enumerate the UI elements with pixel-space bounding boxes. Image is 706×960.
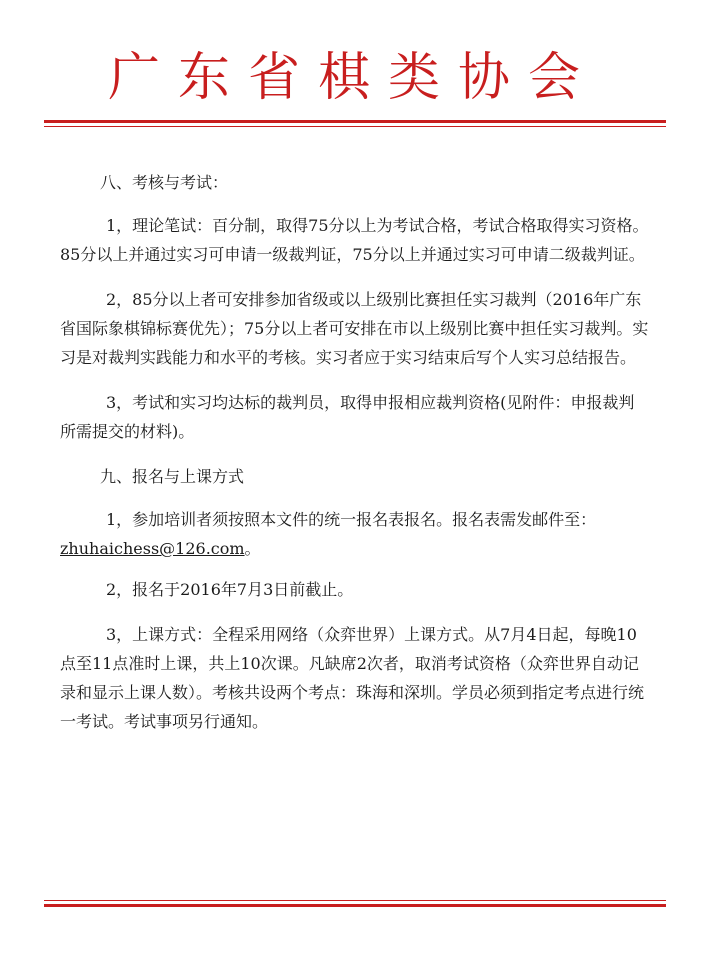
section-8-paragraph-2: 2，85分以上者可安排参加省级或以上级别比赛担任实习裁判（2016年广东省国际象棋锦标赛优先）；75分以上者可安排在市以上级别比赛中担任实习裁判。实习是对裁判实践能力和水平的考核。实习者应于实习结束后写个人实习总结报告。 bbox=[60, 290, 649, 367]
email-suffix: 。 bbox=[244, 539, 261, 558]
footer-rule-thin bbox=[44, 900, 666, 901]
section-9-heading: 九、报名与上课方式 bbox=[100, 467, 245, 486]
section-8-heading: 八、考核与考试： bbox=[100, 173, 229, 192]
document-body bbox=[60, 160, 650, 752]
section-9-paragraph-1 bbox=[60, 505, 650, 563]
letterhead-title: 广东省棋类协会 bbox=[107, 48, 598, 108]
section-9-paragraph-1-text: 1，参加培训者须按照本文件的统一报名表报名。报名表需发邮件至： bbox=[106, 510, 597, 529]
section-8-paragraph-3: 3，考试和实习均达标的裁判员，取得申报相应裁判资格(见附件：申报裁判所需提交的材料)。 bbox=[60, 393, 635, 441]
footer-rule-thick bbox=[44, 904, 666, 907]
email-link[interactable]: zhuhaichess@126.com bbox=[60, 539, 245, 558]
header-rule-thick bbox=[44, 120, 666, 123]
header-rule-thin bbox=[44, 126, 666, 127]
section-8-paragraph-1: 1，理论笔试：百分制，取得75分以上为考试合格，考试合格取得实习资格。85分以上并通过实习可申请一级裁判证，75分以上并通过实习可申请二级裁判证。 bbox=[60, 216, 649, 264]
section-9-paragraph-2: 2，报名于2016年7月3日前截止。 bbox=[106, 580, 354, 599]
section-9-paragraph-3: 3，上课方式：全程采用网络（众弈世界）上课方式。从7月4日起，每晚10点至11点准时上课，共上10次课。凡缺席2次者，取消考试资格（众弈世界自动记录和显示上课人数）。考核共设两个考点：珠海和深圳。学员必须到指定考点进行统一考试。考试事项另行通知。 bbox=[60, 625, 645, 731]
